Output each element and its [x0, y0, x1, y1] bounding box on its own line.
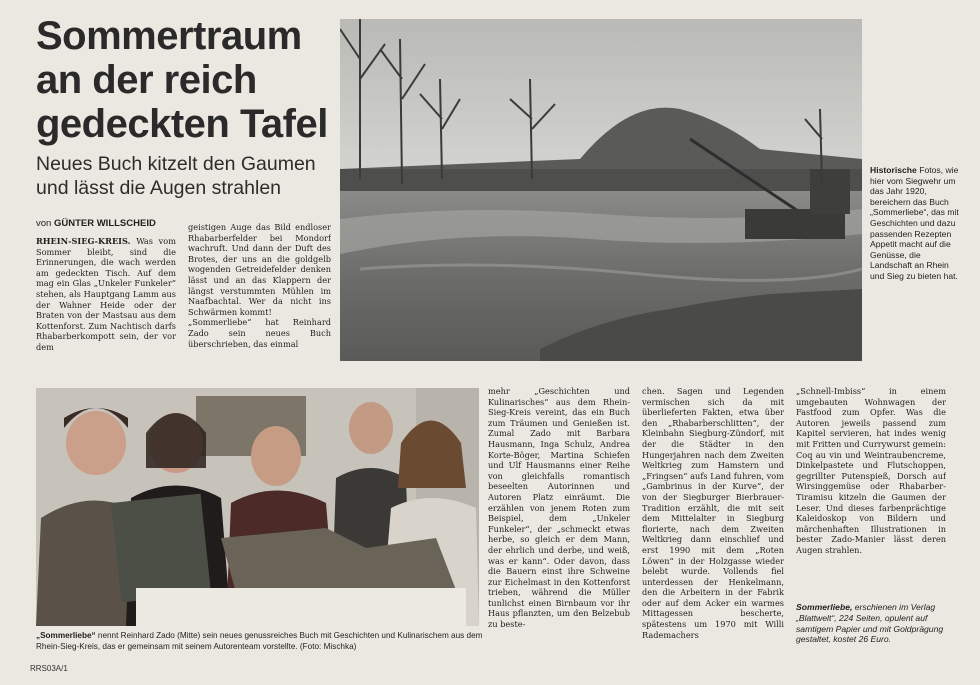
top-photo-caption [870, 165, 964, 282]
bottom-photo-caption [36, 631, 484, 652]
dateline: RHEIN-SIEG-KREIS. [36, 236, 131, 246]
bottom-caption-text: nennt Reinhard Zado (Mitte) sein neues genussreiches Buch mit Geschichten und Kulinarischem aus dem Rhein-Sieg-Kreis, das er gemeinsam mit seinem Autorenteam vorstellte. (Foto: Mischka) [36, 631, 483, 651]
book-info-text: erschienen im Verlag „Blattwelt“, 224 Seiten, opulent auf samtigem Papier und mit Goldprägung gestaltet, kostet 26 Euro. [796, 602, 944, 645]
weir-photo [340, 19, 862, 361]
book-info-title: Sommerliebe, [796, 602, 853, 612]
byline-prefix: von [36, 218, 52, 229]
authors-photo [36, 388, 479, 626]
article-column-1 [36, 236, 176, 364]
byline [36, 218, 156, 229]
bottom-caption-bold: „Sommerliebe“ [36, 631, 96, 640]
article-column-4: chen. Sagen und Legenden vermischen sich da mit überlieferten Fakten, etwa über den „Rhabarberschlitten“, der Kleinbahn Siegburg-Zündorf, mit der die Städter in den Hungerjahren nach dem Zweiten Weltkrieg zum Hamstern und „Fringsen“ aufs Land fuhren, vom „Gambrinus in der Kurve“, der von der Siegburger Bierbrauer-Tradition erzählt, die mit seit dem Mittelalter in Siegburg florierte, nach dem Zweiten Weltkrieg dann einschlief und erst 1990 mit dem „Roten Löwen“ in der Holzgasse wieder belebt wurde. Vollends fiel unterdessen der Henkelmann, den die Arbeitern in der Fabrik oder auf dem Acker ein warmes Mittagessen bescherte, spätestens um 1970 mit Willi Rademachers [642, 386, 784, 640]
byline-author: GÜNTER WILLSCHEID [53, 218, 156, 229]
article-column-2: geistigen Auge das Bild endloser Rhabarberfelder bei Mondorf wachruft. Und dann der Duft des Brotes, der uns an die goldgelb wogenden Getreidefelder denken lässt und an das Klappern der längst verstummten Mühlen im Naafbachtal. Wer da nicht ins Schwärmen kommt! „Sommerliebe“ hat Reinhard Zado sein neues Buch überschrieben, das einmal [188, 222, 331, 349]
subheadline: Neues Buch kitzelt den Gaumen und lässt die Augen strahlen [36, 153, 316, 199]
page-code: RRS03A/1 [30, 664, 68, 673]
article-column-5: „Schnell-Imbiss“ in einem umgebauten Wohnwagen der Fastfood zum Opfer. Was die Autoren jeweils passend zum Kapitel servieren, hat indes wenig mit Fritten und Currywurst gemein: Coq au vin und Weintraubencreme, Dinkelpastete und Flutschoppen, gegrillter Putenspieß, Dorsch auf Wirsinggemüse oder Rhabarber-Tiramisu kitzeln die Gaumen der Leser. Und dieses farbenprächtige Kaleidoskop von Bildern und märchenhaften Illustrationen in bester Zado-Manier lässt deren Augen strahlen. [796, 386, 946, 555]
headline: Sommertraum an der reich gedeckten Tafel [36, 14, 328, 146]
top-caption-text: Fotos, wie hier vom Siegwehr um das Jahr 1920, bereichern das Buch „Sommerliebe“, das mit Geschichten und dazu passenden Rezepten Appetit macht auf die Genüsse, die Landschaft an Rhein und Sieg zu bieten hat. [870, 165, 959, 281]
column-1-text: Was vom Sommer bleibt, sind die Erinnerungen, die wach werden am gedeckten Tisch. Auf dem mag ein Glas „Unkeler Funkeler“ stehen, als Hauptgang Lamm aus der Wahner Heide oder der Braten von der Mastsau aus dem Kottenforst. Zum Nachtisch darfs Rhabarberkompott sein, der vor dem [36, 236, 176, 352]
book-info [796, 602, 946, 645]
top-caption-bold: Historische [870, 165, 917, 175]
article-column-3: mehr „Geschichten und Kulinarisches“ aus dem Rhein-Sieg-Kreis vereint, das ein Buch zum Träumen und Genießen ist. Zumal Zado mit Barbara Hausmann, Inga Schulz, Andrea Korte-Böger, Martina Schiefen und Ulf Hausmanns einer Reihe von gleichfalls romantisch beseelten Autorinnen und Autoren Platz einräumt. Die erzählen von jenem Roten zum Beispiel, dem „Unkeler Funkeler“, der „schmeckt etwas herbe, so gleich er dem Mann, der ehrlich und derbe, und weiß, was er kann“. Oder davon, dass die Bauern einst ihre Schweine zur Eichelmast in den Kottenforst trieben, während die Müller tunlichst einen Birnbaum vor ihr Haus pflanzten, um den Belzebub zu beste- [488, 386, 630, 630]
